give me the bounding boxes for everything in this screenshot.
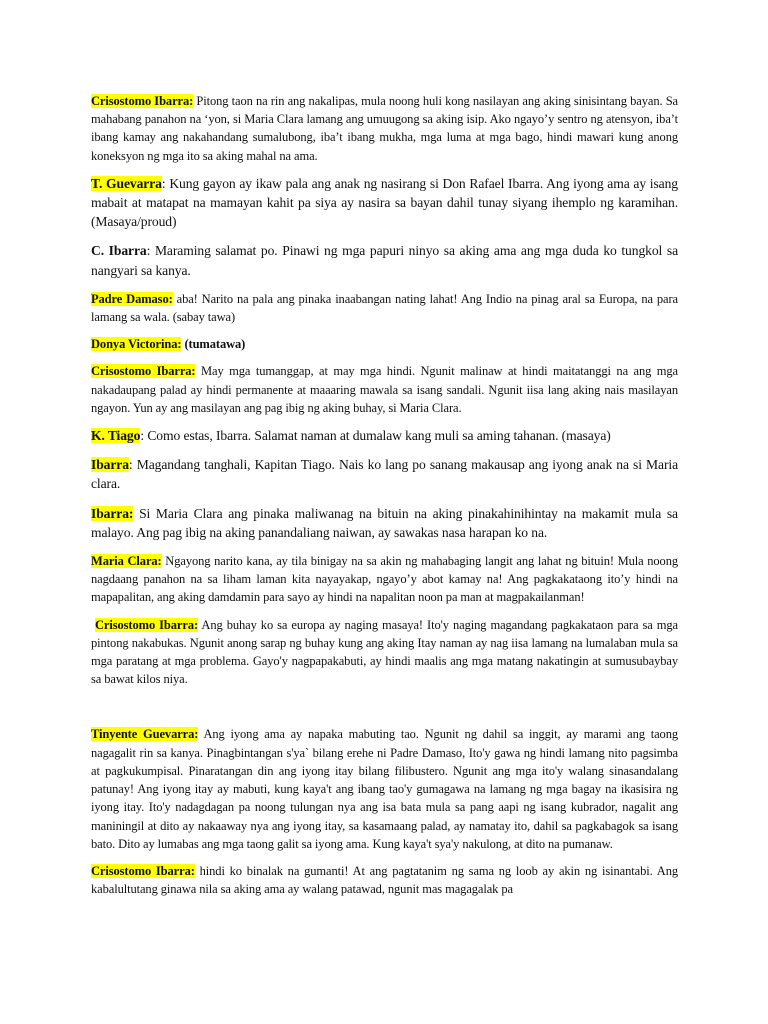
dialogue-line-guevarra-1: T. Guevarra: Kung gayon ay ikaw pala ang anak ng nasirang si Don Rafael Ibarra. Ang iyong ama ay isang mabait at matapat na mamayan kahit pa siya ay nasira sa bayan dahil tunay siyang ihemplo ng karamihan. (Masaya/proud)	[91, 175, 678, 230]
dialogue-line-c-ibarra: C. Ibarra: Maraming salamat po. Pinawi ng mga papuri ninyo sa aking ama ang mga duda ko tungkol sa nangyari sa kanya.	[91, 243, 678, 278]
dialogue-line-ibarra-5	[91, 616, 678, 689]
dialogue-line-ibarra-3: Ibarra: Magandang tanghali, Kapitan Tiago. Nais ko lang po sanang makausap ang iyong anak na si Maria clara.	[91, 457, 679, 492]
document-page	[91, 92, 678, 907]
dialogue-text: (tumatawa)	[184, 337, 246, 352]
dialogue-text: aba! Narito na pala ang pinaka inaabangan nating lahat! Ang Indio na pinag aral sa Europa, na para lamang sa wala. (sabay tawa)	[91, 291, 679, 325]
speaker-label: Donya Victorina:	[91, 337, 182, 352]
dialogue-line-damaso	[91, 290, 678, 326]
dialogue-text: Magandang tanghali, Kapitan Tiago. Nais ko lang po sanang makausap ang iyong anak na si Maria clara.	[91, 457, 679, 492]
dialogue-line-tinyente-guevarra	[91, 725, 678, 852]
speaker-label: Crisostomo Ibarra:	[95, 617, 199, 632]
dialogue-text: hindi ko binalak na gumanti! At ang pagtatanim ng sama ng loob ay akin ng isinantabi. Ang kabalultutang ginawa nila sa aking ama ay walang patawad, ngunit mas magagalak pa	[91, 863, 678, 897]
speaker-label: T. Guevarra	[91, 175, 162, 191]
speaker-label: Maria Clara:	[91, 554, 162, 569]
dialogue-line-maria-clara	[91, 552, 678, 607]
dialogue-text: Ngayong narito kana, ay tila binigay na sa akin ng mahabaging langit ang lahat ng bituin! Mula noong nagdaang panahon na sa liham laman kita nayayakap, ngayo’y abot kamay na! Ang pagkakataong ito’y hindi na mapapalitan, ang aking damdamin para sayo ay hindi na napalitan noon pa man at magpakailanman!	[91, 554, 678, 605]
dialogue-text: Kung gayon ay ikaw pala ang anak ng nasirang si Don Rafael Ibarra. Ang iyong ama ay isang mabait at matapat na mamayan kahit pa siya ay nasira sa bayan dahil tunay siyang ihemplo ng karamihan. (Masaya/proud)	[91, 175, 678, 230]
dialogue-line-tiago: K. Tiago: Como estas, Ibarra. Salamat naman at dumalaw kang muli sa aming tahanan. (masaya)	[91, 428, 611, 444]
dialogue-text: Ang iyong ama ay napaka mabuting tao. Ngunit ng dahil sa inggit, ay marami ang taong nagagalit rin sa kanya. Pinagbintangan s'ya` bilang erehe ni Padre Damaso, Ito'y gawa ng hindi lamang nito pagsimba at pagkukumpisal. Pinaratangan din ang iyong itay bilang filibustero. Ngunit ang mga ito'y walang sinasandalang patunay! Ang iyong itay ay mabuti, kung kaya't ang ibang tao'y gumagawa na lamang ng mga bagay na ikasisira ng iyong itay. Ito'y nadagdagan pa noong tulungan nya ang isa bata mula sa pang aapi ng isang kubrador, nagalit ang maniningil at dito ay nakaaway nya ang iyong itay, sa kasamaang palad, ay namatay ito, dahil sa pagkabagok sa isang bato. Dito ay lumabas ang mga taong galit sa iyong ama. Kung kaya't sya'y nakulong, at dito na pumanaw.	[91, 727, 678, 851]
dialogue-line-ibarra-6	[91, 862, 678, 898]
speaker-label: Crisostomo Ibarra:	[91, 94, 194, 108]
speaker-label: Tinyente Guevarra:	[91, 727, 199, 742]
dialogue-text: Pitong taon na rin ang nakalipas, mula noong huli kong nasilayan ang aking sinisintang bayan. Sa mahabang panahon na ‘yon, si Maria Clara lamang ang umuugong sa aking isip. Ako ngayo’y sentro ng atensyon, iba’t ibang kamay ang nakahandang sumalubong, iba’t ibang mukha, mga luma at mga bago, hindi mawari kung anong koneksyon ng mga ito sa aking mahal na ama.	[91, 94, 678, 163]
dialogue-text: Maraming salamat po. Pinawi ng mga papuri ninyo sa aking ama ang mga duda ko tungkol sa nangyari sa kanya.	[91, 243, 678, 278]
speaker-label: C. Ibarra	[91, 243, 147, 259]
speaker-label: Ibarra	[91, 457, 129, 473]
dialogue-text: Si Maria Clara ang pinaka maliwanag na bituin na aking pinakahinihintay na makamit mula sa malayo. Ang pag ibig na aking panandaliang naiwan, ay sawakas nasa harapan ko na.	[91, 505, 678, 540]
dialogue-text: Como estas, Ibarra. Salamat naman at dumalaw kang muli sa aming tahanan. (masaya)	[147, 428, 611, 444]
dialogue-line-ibarra-4	[91, 504, 678, 542]
speaker-label: Crisostomo Ibarra:	[91, 364, 196, 379]
dialogue-line-ibarra-2	[91, 362, 678, 417]
speaker-label: Ibarra:	[91, 505, 134, 521]
speaker-label: Padre Damaso:	[91, 291, 173, 306]
dialogue-line-ibarra-1	[91, 92, 678, 165]
paragraph-gap	[91, 697, 678, 725]
dialogue-text: Ang buhay ko sa europa ay naging masaya! Ito'y naging magandang pagkakataon para sa mga pintong nakabukas. Ngunit anong sarap ng buhay kung ang aking Itay naman ay nag iisa lamang na lumalaban mula sa mga paratang at mga problema. Gayo'y nagpapakabuti, ay hindi maalis ang mga matang nakatingin at sumusubaybay sa bawat kilos niya.	[91, 617, 678, 687]
dialogue-text: May mga tumanggap, at may mga hindi. Ngunit malinaw at hindi maitatanggi na ang mga nakadaupang palad ay hindi permanente at maaaring mawala sa isang sandali. Ngunit iisa lang aking nais masilayan ngayon. Yun ay ang masilayan ang pag ibig ng aking buhay, si Maria Clara.	[91, 364, 678, 415]
speaker-label: K. Tiago	[91, 428, 141, 444]
speaker-label: Crisostomo Ibarra:	[91, 863, 195, 878]
dialogue-line-victorina	[91, 335, 678, 353]
